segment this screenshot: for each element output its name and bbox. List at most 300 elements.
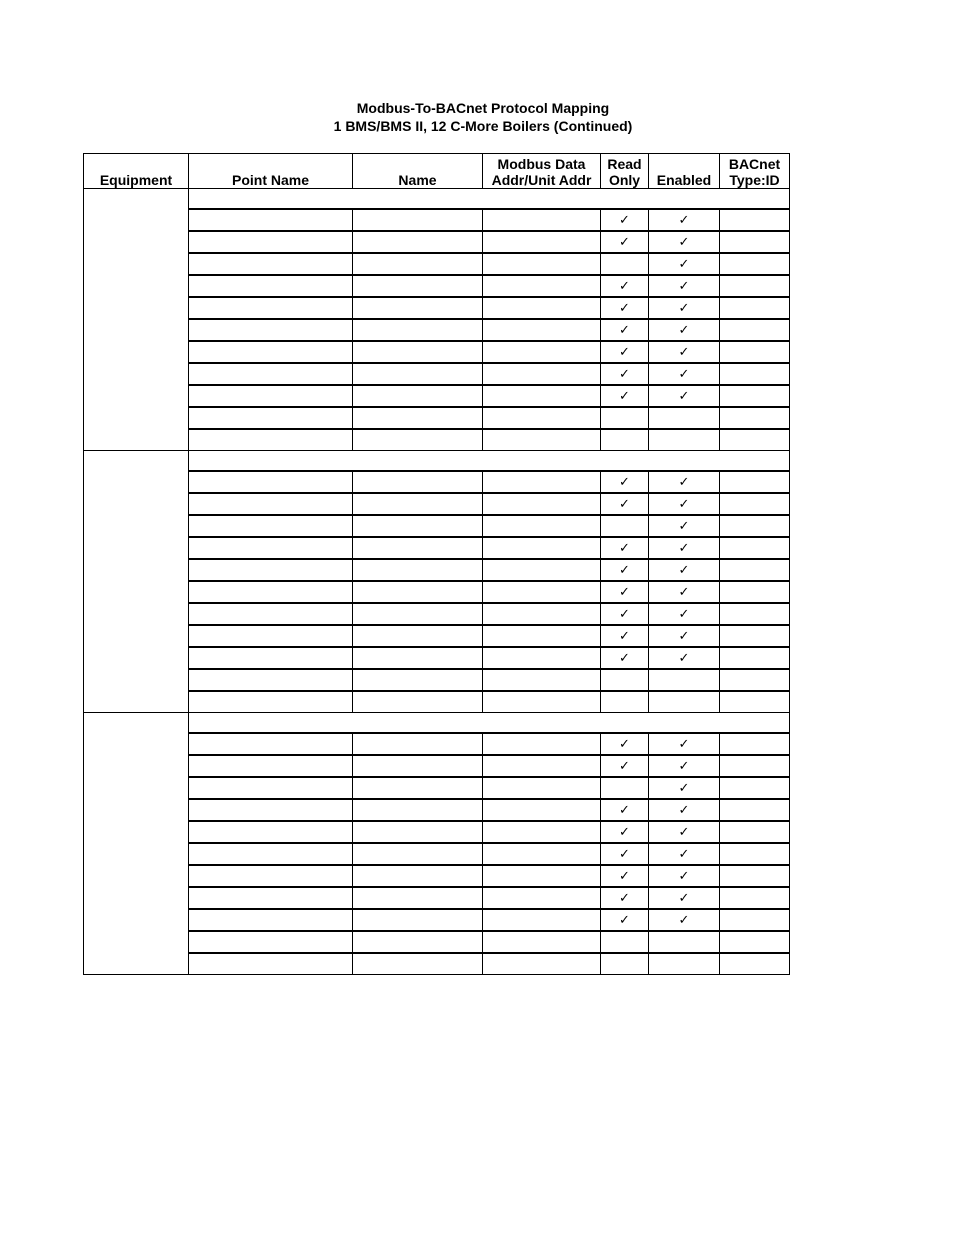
bacnet-type-cell <box>720 647 790 669</box>
checkmark-icon: ✓ <box>678 301 690 316</box>
modbus-address-cell <box>483 953 601 975</box>
read-only-cell <box>601 429 649 451</box>
checkmark-icon: ✓ <box>678 737 690 752</box>
checkmark-icon: ✓ <box>678 607 690 622</box>
checkmark-icon: ✓ <box>619 629 630 644</box>
group-spacer-row <box>84 451 790 472</box>
point-name-cell <box>189 253 353 275</box>
enabled-cell <box>649 625 720 647</box>
group-spacer-cell <box>189 189 790 210</box>
enabled-cell <box>649 821 720 843</box>
point-name-cell <box>189 865 353 887</box>
table-row <box>84 559 790 581</box>
bacnet-type-cell <box>720 537 790 559</box>
table-row <box>84 407 790 429</box>
name-cell <box>353 363 483 385</box>
name-cell <box>353 319 483 341</box>
enabled-cell <box>649 669 720 691</box>
point-name-cell <box>189 209 353 231</box>
point-name-cell <box>189 297 353 319</box>
enabled-cell <box>649 647 720 669</box>
modbus-address-cell <box>483 515 601 537</box>
name-cell <box>353 865 483 887</box>
bacnet-type-cell <box>720 865 790 887</box>
checkmark-icon: ✓ <box>678 825 690 840</box>
name-cell <box>353 253 483 275</box>
name-cell <box>353 931 483 953</box>
header-point-name: Point Name <box>189 154 353 189</box>
bacnet-type-cell <box>720 603 790 625</box>
checkmark-icon: ✓ <box>619 235 630 250</box>
modbus-address-cell <box>483 275 601 297</box>
checkmark-icon: ✓ <box>678 497 690 512</box>
enabled-cell <box>649 777 720 799</box>
read-only-cell <box>601 515 649 537</box>
read-only-cell <box>601 843 649 865</box>
modbus-address-cell <box>483 581 601 603</box>
enabled-cell <box>649 733 720 755</box>
modbus-address-cell <box>483 363 601 385</box>
table-row <box>84 341 790 363</box>
table-row <box>84 843 790 865</box>
bacnet-type-cell <box>720 625 790 647</box>
enabled-cell <box>649 429 720 451</box>
checkmark-icon: ✓ <box>619 497 630 512</box>
table-row <box>84 275 790 297</box>
modbus-address-cell <box>483 691 601 713</box>
name-cell <box>353 341 483 363</box>
checkmark-icon: ✓ <box>678 541 690 556</box>
name-cell <box>353 407 483 429</box>
read-only-cell <box>601 471 649 493</box>
table-row <box>84 953 790 975</box>
read-only-cell <box>601 319 649 341</box>
point-name-cell <box>189 733 353 755</box>
table-row <box>84 931 790 953</box>
read-only-cell <box>601 275 649 297</box>
read-only-cell <box>601 581 649 603</box>
table-row <box>84 755 790 777</box>
modbus-address-cell <box>483 799 601 821</box>
name-cell <box>353 603 483 625</box>
enabled-cell <box>649 843 720 865</box>
document-subtitle: 1 BMS/BMS II, 12 C-More Boilers (Continued) <box>333 118 633 134</box>
modbus-address-cell <box>483 669 601 691</box>
bacnet-type-cell <box>720 253 790 275</box>
checkmark-icon: ✓ <box>678 651 690 666</box>
point-name-cell <box>189 821 353 843</box>
read-only-cell <box>601 341 649 363</box>
modbus-address-cell <box>483 209 601 231</box>
name-cell <box>353 385 483 407</box>
checkmark-icon: ✓ <box>678 759 690 774</box>
table-row <box>84 691 790 713</box>
checkmark-icon: ✓ <box>619 279 630 294</box>
table-row <box>84 363 790 385</box>
table-row <box>84 471 790 493</box>
modbus-address-cell <box>483 429 601 451</box>
read-only-cell <box>601 733 649 755</box>
read-only-cell <box>601 231 649 253</box>
point-name-cell <box>189 559 353 581</box>
equipment-cell <box>84 451 189 713</box>
modbus-address-cell <box>483 297 601 319</box>
modbus-address-cell <box>483 625 601 647</box>
checkmark-icon: ✓ <box>619 825 630 840</box>
point-name-cell <box>189 691 353 713</box>
checkmark-icon: ✓ <box>678 891 690 906</box>
read-only-cell <box>601 799 649 821</box>
modbus-address-cell <box>483 821 601 843</box>
checkmark-icon: ✓ <box>619 759 630 774</box>
checkmark-icon: ✓ <box>678 279 690 294</box>
read-only-cell <box>601 385 649 407</box>
name-cell <box>353 821 483 843</box>
read-only-cell <box>601 777 649 799</box>
checkmark-icon: ✓ <box>678 629 690 644</box>
bacnet-type-cell <box>720 843 790 865</box>
enabled-cell <box>649 931 720 953</box>
point-name-cell <box>189 537 353 559</box>
enabled-cell <box>649 537 720 559</box>
checkmark-icon: ✓ <box>678 585 690 600</box>
read-only-cell <box>601 887 649 909</box>
enabled-cell <box>649 471 720 493</box>
name-cell <box>353 275 483 297</box>
bacnet-type-cell <box>720 821 790 843</box>
read-only-cell <box>601 407 649 429</box>
table-body <box>84 189 790 975</box>
checkmark-icon: ✓ <box>678 803 690 818</box>
checkmark-icon: ✓ <box>619 869 630 884</box>
bacnet-type-cell <box>720 581 790 603</box>
read-only-cell <box>601 603 649 625</box>
name-cell <box>353 559 483 581</box>
table-row <box>84 493 790 515</box>
checkmark-icon: ✓ <box>678 235 690 250</box>
name-cell <box>353 909 483 931</box>
point-name-cell <box>189 909 353 931</box>
checkmark-icon: ✓ <box>619 847 630 862</box>
equipment-cell <box>84 713 189 975</box>
table-row <box>84 821 790 843</box>
checkmark-icon: ✓ <box>619 475 630 490</box>
name-cell <box>353 953 483 975</box>
table-row <box>84 581 790 603</box>
read-only-cell <box>601 931 649 953</box>
point-name-cell <box>189 931 353 953</box>
name-cell <box>353 669 483 691</box>
checkmark-icon: ✓ <box>619 301 630 316</box>
bacnet-type-cell <box>720 931 790 953</box>
read-only-cell <box>601 755 649 777</box>
name-cell <box>353 733 483 755</box>
bacnet-type-cell <box>720 385 790 407</box>
point-name-cell <box>189 669 353 691</box>
read-only-cell <box>601 297 649 319</box>
table-row <box>84 625 790 647</box>
bacnet-type-cell <box>720 231 790 253</box>
modbus-address-cell <box>483 537 601 559</box>
bacnet-type-cell <box>720 407 790 429</box>
enabled-cell <box>649 209 720 231</box>
bacnet-type-cell <box>720 691 790 713</box>
checkmark-icon: ✓ <box>678 913 690 928</box>
table-row <box>84 515 790 537</box>
name-cell <box>353 777 483 799</box>
point-name-cell <box>189 581 353 603</box>
point-name-cell <box>189 363 353 385</box>
checkmark-icon: ✓ <box>678 847 690 862</box>
checkmark-icon: ✓ <box>678 213 690 228</box>
name-cell <box>353 843 483 865</box>
enabled-cell <box>649 799 720 821</box>
name-cell <box>353 755 483 777</box>
group-spacer-row <box>84 189 790 210</box>
point-name-cell <box>189 429 353 451</box>
point-name-cell <box>189 887 353 909</box>
point-name-cell <box>189 515 353 537</box>
bacnet-type-cell <box>720 777 790 799</box>
modbus-address-cell <box>483 843 601 865</box>
enabled-cell <box>649 253 720 275</box>
read-only-cell <box>601 363 649 385</box>
name-cell <box>353 691 483 713</box>
checkmark-icon: ✓ <box>619 563 630 578</box>
modbus-address-cell <box>483 231 601 253</box>
point-name-cell <box>189 407 353 429</box>
table-row <box>84 231 790 253</box>
checkmark-icon: ✓ <box>619 651 630 666</box>
bacnet-type-cell <box>720 471 790 493</box>
bacnet-type-cell <box>720 559 790 581</box>
modbus-address-cell <box>483 407 601 429</box>
point-name-cell <box>189 755 353 777</box>
table-row <box>84 733 790 755</box>
point-name-cell <box>189 385 353 407</box>
checkmark-icon: ✓ <box>619 541 630 556</box>
read-only-cell <box>601 537 649 559</box>
checkmark-icon: ✓ <box>619 607 630 622</box>
read-only-cell <box>601 909 649 931</box>
checkmark-icon: ✓ <box>678 367 690 382</box>
enabled-cell <box>649 275 720 297</box>
point-name-cell <box>189 953 353 975</box>
point-name-cell <box>189 471 353 493</box>
modbus-address-cell <box>483 931 601 953</box>
checkmark-icon: ✓ <box>619 389 630 404</box>
bacnet-type-cell <box>720 733 790 755</box>
header-enabled: Enabled <box>649 154 720 189</box>
checkmark-icon: ✓ <box>678 869 690 884</box>
modbus-address-cell <box>483 733 601 755</box>
bacnet-type-cell <box>720 887 790 909</box>
table-header-row <box>84 154 790 189</box>
modbus-address-cell <box>483 777 601 799</box>
point-name-cell <box>189 777 353 799</box>
point-name-cell <box>189 843 353 865</box>
group-spacer-cell <box>189 451 790 472</box>
name-cell <box>353 887 483 909</box>
bacnet-type-cell <box>720 297 790 319</box>
enabled-cell <box>649 581 720 603</box>
checkmark-icon: ✓ <box>678 389 690 404</box>
table-row <box>84 429 790 451</box>
bacnet-type-cell <box>720 493 790 515</box>
read-only-cell <box>601 691 649 713</box>
bacnet-type-cell <box>720 515 790 537</box>
enabled-cell <box>649 909 720 931</box>
enabled-cell <box>649 515 720 537</box>
checkmark-icon: ✓ <box>619 213 630 228</box>
checkmark-icon: ✓ <box>678 519 690 534</box>
modbus-address-cell <box>483 253 601 275</box>
bacnet-type-cell <box>720 363 790 385</box>
name-cell <box>353 231 483 253</box>
table-row <box>84 647 790 669</box>
enabled-cell <box>649 493 720 515</box>
enabled-cell <box>649 559 720 581</box>
modbus-address-cell <box>483 559 601 581</box>
name-cell <box>353 297 483 319</box>
table-row <box>84 909 790 931</box>
checkmark-icon: ✓ <box>678 781 690 796</box>
enabled-cell <box>649 385 720 407</box>
read-only-cell <box>601 865 649 887</box>
enabled-cell <box>649 887 720 909</box>
checkmark-icon: ✓ <box>619 323 630 338</box>
name-cell <box>353 625 483 647</box>
enabled-cell <box>649 407 720 429</box>
table-row <box>84 777 790 799</box>
table-row <box>84 253 790 275</box>
name-cell <box>353 537 483 559</box>
table-row <box>84 865 790 887</box>
checkmark-icon: ✓ <box>678 563 690 578</box>
group-spacer-cell <box>189 713 790 734</box>
name-cell <box>353 647 483 669</box>
point-name-cell <box>189 799 353 821</box>
name-cell <box>353 799 483 821</box>
enabled-cell <box>649 603 720 625</box>
checkmark-icon: ✓ <box>678 257 690 272</box>
table-row <box>84 669 790 691</box>
bacnet-type-cell <box>720 799 790 821</box>
name-cell <box>353 471 483 493</box>
enabled-cell <box>649 319 720 341</box>
point-name-cell <box>189 647 353 669</box>
checkmark-icon: ✓ <box>619 891 630 906</box>
header-equipment: Equipment <box>84 154 189 189</box>
checkmark-icon: ✓ <box>678 323 690 338</box>
enabled-cell <box>649 341 720 363</box>
bacnet-type-cell <box>720 209 790 231</box>
modbus-address-cell <box>483 755 601 777</box>
read-only-cell <box>601 493 649 515</box>
enabled-cell <box>649 297 720 319</box>
modbus-address-cell <box>483 887 601 909</box>
point-name-cell <box>189 493 353 515</box>
read-only-cell <box>601 559 649 581</box>
protocol-mapping-table <box>83 153 790 975</box>
checkmark-icon: ✓ <box>619 913 630 928</box>
read-only-cell <box>601 953 649 975</box>
modbus-address-cell <box>483 471 601 493</box>
header-name: Name <box>353 154 483 189</box>
read-only-cell <box>601 821 649 843</box>
point-name-cell <box>189 341 353 363</box>
header-modbus-address: Modbus Data Addr/Unit Addr <box>483 154 601 189</box>
checkmark-icon: ✓ <box>678 345 690 360</box>
read-only-cell <box>601 625 649 647</box>
bacnet-type-cell <box>720 341 790 363</box>
point-name-cell <box>189 319 353 341</box>
equipment-cell <box>84 189 189 451</box>
header-bacnet-type: BACnet Type:ID <box>720 154 790 189</box>
group-spacer-row <box>84 713 790 734</box>
checkmark-icon: ✓ <box>619 367 630 382</box>
modbus-address-cell <box>483 865 601 887</box>
name-cell <box>353 429 483 451</box>
table-row <box>84 297 790 319</box>
point-name-cell <box>189 625 353 647</box>
bacnet-type-cell <box>720 755 790 777</box>
name-cell <box>353 493 483 515</box>
bacnet-type-cell <box>720 429 790 451</box>
enabled-cell <box>649 231 720 253</box>
modbus-address-cell <box>483 341 601 363</box>
point-name-cell <box>189 231 353 253</box>
name-cell <box>353 209 483 231</box>
bacnet-type-cell <box>720 669 790 691</box>
read-only-cell <box>601 669 649 691</box>
enabled-cell <box>649 755 720 777</box>
read-only-cell <box>601 253 649 275</box>
table-row <box>84 319 790 341</box>
enabled-cell <box>649 363 720 385</box>
bacnet-type-cell <box>720 275 790 297</box>
enabled-cell <box>649 691 720 713</box>
point-name-cell <box>189 275 353 297</box>
modbus-address-cell <box>483 647 601 669</box>
table-row <box>84 887 790 909</box>
checkmark-icon: ✓ <box>619 737 630 752</box>
table-row <box>84 537 790 559</box>
document-title: Modbus-To-BACnet Protocol Mapping <box>356 100 610 116</box>
checkmark-icon: ✓ <box>619 345 630 360</box>
enabled-cell <box>649 865 720 887</box>
bacnet-type-cell <box>720 319 790 341</box>
name-cell <box>353 515 483 537</box>
read-only-cell <box>601 647 649 669</box>
modbus-address-cell <box>483 603 601 625</box>
table-row <box>84 209 790 231</box>
bacnet-type-cell <box>720 953 790 975</box>
header-read-only: Read Only <box>601 154 649 189</box>
table-row <box>84 603 790 625</box>
modbus-address-cell <box>483 385 601 407</box>
checkmark-icon: ✓ <box>619 585 630 600</box>
name-cell <box>353 581 483 603</box>
checkmark-icon: ✓ <box>678 475 690 490</box>
table-row <box>84 385 790 407</box>
modbus-address-cell <box>483 319 601 341</box>
bacnet-type-cell <box>720 909 790 931</box>
enabled-cell <box>649 953 720 975</box>
table-row <box>84 799 790 821</box>
modbus-address-cell <box>483 493 601 515</box>
checkmark-icon: ✓ <box>619 803 630 818</box>
